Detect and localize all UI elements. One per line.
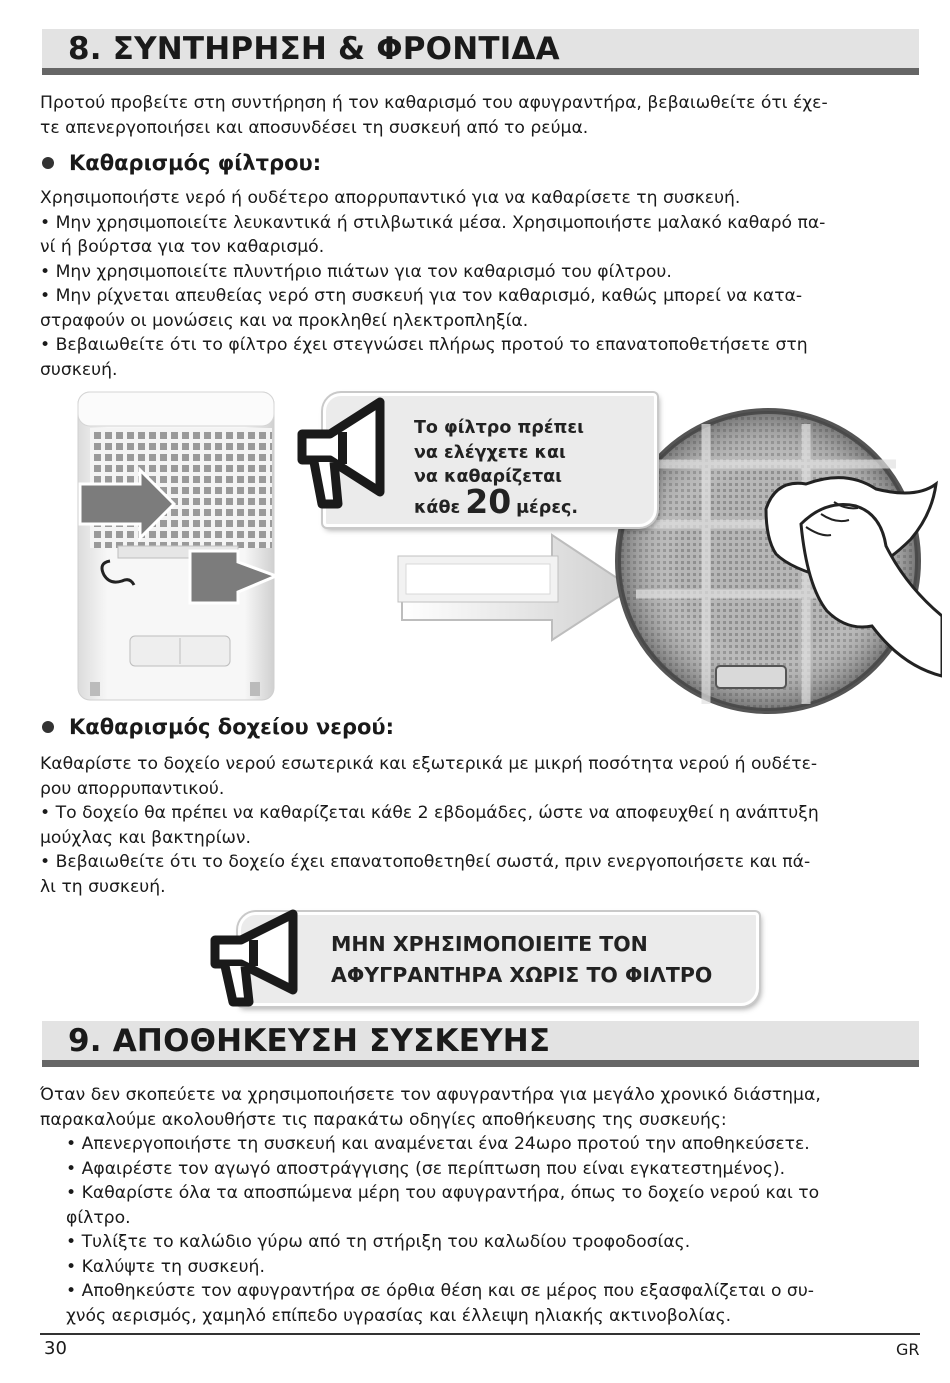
list-item: • Απενεργοποιήστε τη συσκευή και αναμένεται ένα 24ωρο προτού την αποθηκεύσετε. <box>66 1134 810 1154</box>
list-item: ρου απορρυπαντικού. <box>40 778 225 799</box>
section-8-intro <box>40 91 920 140</box>
section-9-title: 9. ΑΠΟΘΗΚΕΥΣΗ ΣΥΣΚΕΥΗΣ <box>68 1023 551 1059</box>
warning-line: ΑΦΥΓΡΑΝΤΗΡΑ ΧΩΡΙΣ ΤΟ ΦΙΛΤΡΟ <box>331 963 713 987</box>
intro-line: Όταν δεν σκοπεύετε να χρησιμοποιήσετε τον αφυγραντήρα για μεγάλο χρονικό διάστημα, <box>40 1085 821 1105</box>
bullet-dot <box>42 721 54 733</box>
callout-text: κάθε <box>414 497 461 518</box>
callout-days-number: 20 <box>465 481 512 521</box>
list-item: φίλτρο. <box>66 1207 131 1228</box>
section-8-header <box>42 29 919 75</box>
intro-line: Προτού προβείτε στη συντήρηση ή τον καθαρισμό του αφυγραντήρα, βεβαιωθείτε ότι έχε- <box>40 93 828 113</box>
page-number: 30 <box>44 1338 67 1359</box>
list-item: Χρησιμοποιήστε νερό ή ουδέτερο απορρυπαντικό για να καθαρίσετε τη συσκευή. <box>40 188 741 208</box>
intro-line: τε απενεργοποιήσει και αποσυνδέσει τη συσκευή από το ρεύμα. <box>40 117 589 138</box>
tank-heading <box>40 715 394 739</box>
list-item: συσκευή. <box>40 359 118 380</box>
filter-heading <box>40 151 321 175</box>
list-item: • Μην χρησιμοποιείτε πλυντήριο πιάτων για τον καθαρισμό του φίλτρου. <box>40 261 672 282</box>
list-item: • Μην ρίχνεται απευθείας νερό στη συσκευή για τον καθαρισμό, καθώς μπορεί να κατα- <box>40 286 803 306</box>
filter-heading-text: Καθαρισμός φίλτρου: <box>69 151 322 175</box>
list-item: νί ή βούρτσα για τον καθαρισμό. <box>40 237 325 257</box>
intro-line: παρακαλούμε ακολουθήστε τις παρακάτω οδηγίες αποθήκευσης της συσκευής: <box>40 1109 727 1130</box>
list-item: • Το δοχείο θα πρέπει να καθαρίζεται κάθε 2 εβδομάδες, ώστε να αποφευχθεί η ανάπτυξη <box>40 803 819 823</box>
megaphone-icon <box>292 392 392 512</box>
footer-divider <box>40 1333 920 1335</box>
list-item: • Βεβαιωθείτε ότι το φίλτρο έχει στεγνώσει πλήρως προτού το επανατοποθετήσετε στη <box>40 335 808 355</box>
section-9-intro <box>40 1083 920 1132</box>
callout-text: μέρες. <box>516 497 579 518</box>
list-item: λι τη συσκευή. <box>40 876 166 897</box>
list-item: στραφούν οι μονώσεις και να προκληθεί ηλεκτροπληξία. <box>40 310 529 331</box>
filter-instructions <box>40 186 920 382</box>
list-item: Καθαρίστε το δοχείο νερού εσωτερικά και εξωτερικά με μικρή ποσότητα νερού ή ουδέτε- <box>40 754 818 774</box>
callout-line: να καθαρίζεται <box>414 467 562 487</box>
list-item: • Βεβαιωθείτε ότι το δοχείο έχει επανατοποθετηθεί σωστά, πριν ενεργοποιήσετε και πά- <box>40 852 811 872</box>
list-item: • Καθαρίστε όλα τα αποσπώμενα μέρη του αφυγραντήρα, όπως το δοχείο νερού και το <box>66 1183 820 1203</box>
section-9-header <box>42 1021 919 1067</box>
list-item: • Τυλίξτε το καλώδιο γύρω από τη στήριξη του καλωδίου τροφοδοσίας. <box>66 1232 691 1252</box>
list-item: χνός αερισμός, χαμηλό επίπεδο υγρασίας και έλλειψη ηλιακής ακτινοβολίας. <box>66 1305 732 1326</box>
section-8-title: 8. ΣΥΝΤΗΡΗΣΗ & ΦΡΟΝΤΙΔΑ <box>68 31 560 67</box>
tank-heading-text: Καθαρισμός δοχείου νερού: <box>69 715 394 739</box>
list-item: • Καλύψτε τη συσκευή. <box>66 1256 265 1277</box>
tank-instructions <box>40 752 920 899</box>
list-item: • Αφαιρέστε τον αγωγό αποστράγγισης (σε περίπτωση που είναι εγκατεστημένος). <box>66 1158 786 1179</box>
callout-line: να ελέγχετε και <box>414 442 566 463</box>
callout-line: Το φίλτρο πρέπει <box>414 418 584 438</box>
bullet-dot <box>42 157 54 169</box>
filter-warning-callout <box>238 912 759 1006</box>
megaphone-icon <box>205 906 305 1008</box>
callout-line <box>414 481 584 521</box>
dehumidifier-back-illustration <box>70 386 285 706</box>
warning-line: ΜΗΝ ΧΡΗΣΙΜΟΠΟΙΕΙΤΕ ΤΟΝ <box>331 932 648 956</box>
list-item: • Αποθηκεύστε τον αφυγραντήρα σε όρθια θέση και σε μέρος που εξασφαλίζεται ο συ- <box>66 1281 814 1301</box>
storage-instructions <box>66 1132 922 1328</box>
list-item: μούχλας και βακτηρίων. <box>40 827 251 848</box>
language-code: GR <box>896 1340 920 1359</box>
list-item: • Μην χρησιμοποιείτε λευκαντικά ή στιλβωτικά μέσα. Χρησιμοποιήστε μαλακό καθαρό πα- <box>40 212 826 233</box>
